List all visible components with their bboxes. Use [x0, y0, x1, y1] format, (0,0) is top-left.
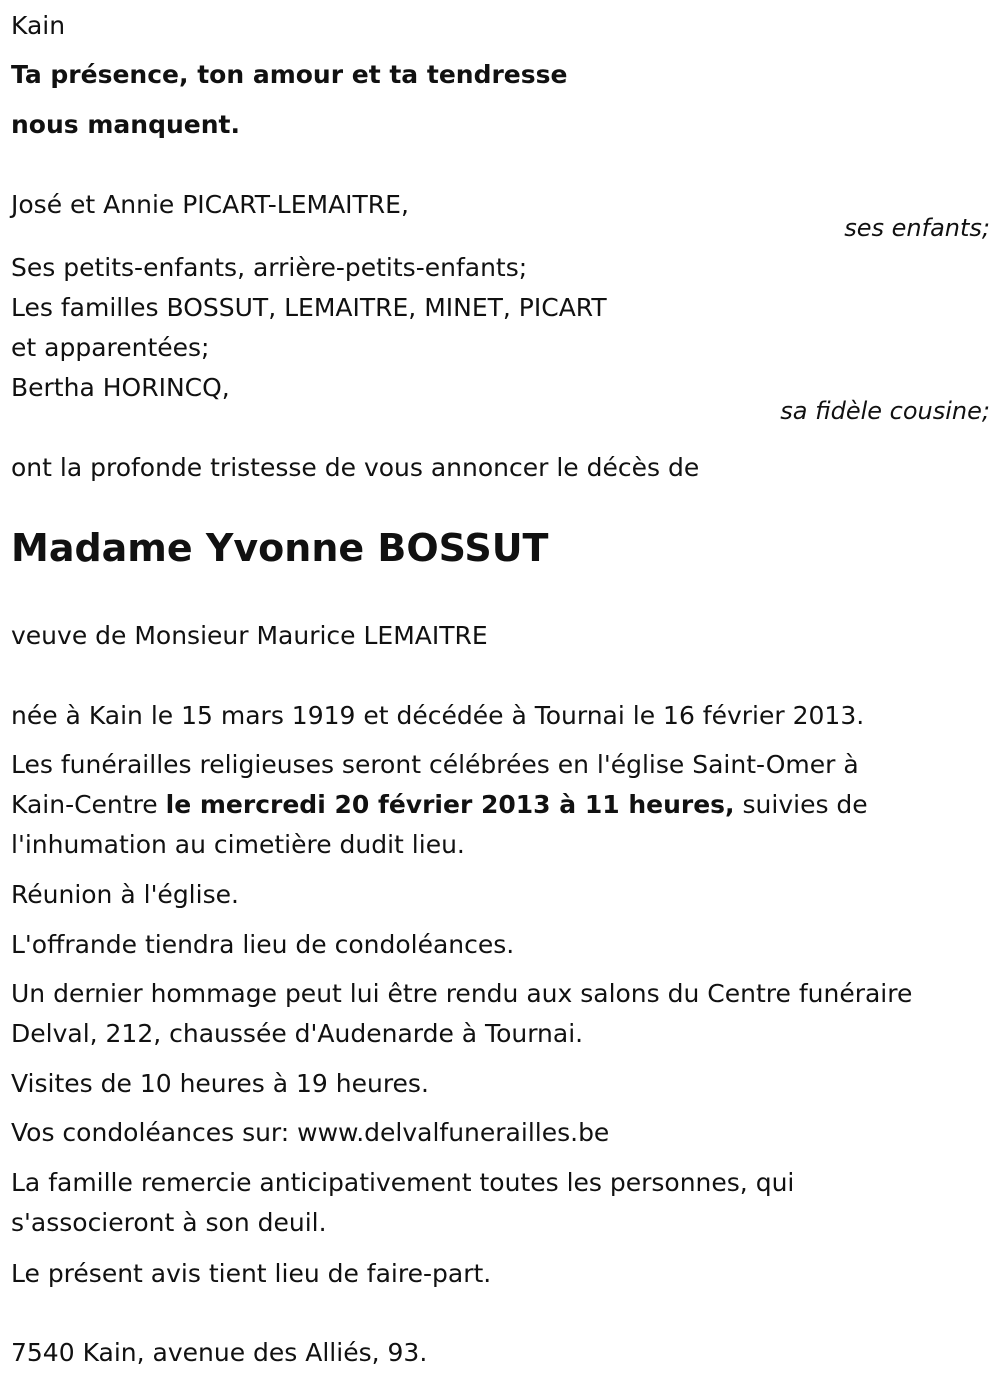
- funeral-place: Kain-Centre: [11, 790, 166, 819]
- condolences-url: www.delvalfunerailles.be: [297, 1118, 610, 1147]
- meeting: Réunion à l'église.: [11, 880, 239, 909]
- cousin-role: sa fidèle cousine;: [780, 397, 990, 425]
- funeral-datetime: le mercredi 20 février 2013 à 11 heures,: [165, 790, 735, 819]
- thanks-line-2: s'associeront à son deuil.: [11, 1208, 327, 1237]
- tribute-line-1: Un dernier hommage peut lui être rendu aux salons du Centre funéraire: [11, 979, 913, 1008]
- thanks-line-1: La famille remercie anticipativement toutes les personnes, qui: [11, 1168, 795, 1197]
- epitaph-line-2: nous manquent.: [11, 110, 240, 139]
- deceased-name: Madame Yvonne BOSSUT: [11, 526, 549, 570]
- birth-death-dates: née à Kain le 15 mars 1919 et décédée à Tournai le 16 février 2013.: [11, 701, 865, 730]
- widow-of: veuve de Monsieur Maurice LEMAITRE: [11, 621, 488, 650]
- location: Kain: [11, 11, 66, 40]
- condolences-label: Vos condoléances sur:: [11, 1118, 298, 1147]
- address: 7540 Kain, avenue des Alliés, 93.: [11, 1338, 428, 1367]
- family-families-cont: et apparentées;: [11, 333, 210, 362]
- children-role: ses enfants;: [844, 214, 990, 242]
- announcement: ont la profonde tristesse de vous annoncer le décès de: [11, 453, 700, 482]
- family-cousin: Bertha HORINCQ,: [11, 373, 230, 402]
- tribute-line-2: Delval, 212, chaussée d'Audenarde à Tournai.: [11, 1019, 584, 1048]
- funeral-line-1: Les funérailles religieuses seront célébrées en l'église Saint-Omer à: [11, 750, 859, 779]
- family-families: Les familles BOSSUT, LEMAITRE, MINET, PICART: [11, 293, 607, 322]
- notice: Le présent avis tient lieu de faire-part.: [11, 1259, 492, 1288]
- funeral-line-2: [11, 785, 868, 825]
- offering: L'offrande tiendra lieu de condoléances.: [11, 930, 515, 959]
- funeral-followed: suivies de: [734, 790, 868, 819]
- funeral-line-3: l'inhumation au cimetière dudit lieu.: [11, 830, 465, 859]
- family-children: José et Annie PICART-LEMAITRE,: [11, 190, 409, 219]
- visits: Visites de 10 heures à 19 heures.: [11, 1069, 429, 1098]
- epitaph-line-1: Ta présence, ton amour et ta tendresse: [11, 60, 568, 89]
- condolences: [11, 1113, 609, 1153]
- family-grandchildren: Ses petits-enfants, arrière-petits-enfants;: [11, 253, 528, 282]
